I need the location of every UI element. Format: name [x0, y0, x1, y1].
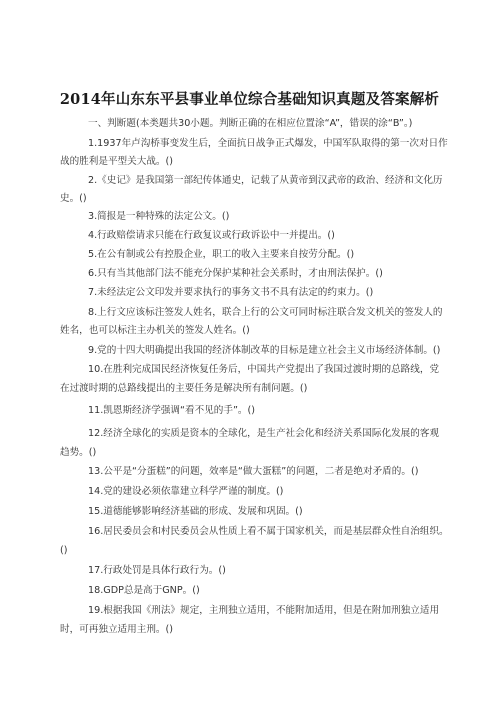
question-line: () — [60, 545, 68, 556]
question-line: 姓名，也可以标注主办机关的签发人姓名。() — [60, 325, 250, 336]
question-line: 4.行政赔偿请求只能在行政复议或行政诉讼中一并提出。() — [88, 230, 335, 241]
question-line: 15.道德能够影响经济基础的形成、发展和巩固。() — [88, 506, 303, 517]
question-line: 16.居民委员会和村民委员会从性质上看不属于国家机关，而是基层群众性自治组织。 — [88, 526, 449, 537]
question-line: 1.1937年卢沟桥事变发生后，全面抗日战争正式爆发，中国军队取得的第一次对日作 — [88, 138, 448, 149]
question-line: 9.党的十四大明确提出我国的经济体制改革的目标是建立社会主义市场经济体制。() — [88, 345, 441, 356]
question-line: 时，可再独立适用主刑。() — [60, 624, 174, 635]
question-line: 13.公平是“分蛋糕”的问题，效率是“做大蛋糕”的问题，二者是绝对矛盾的。() — [88, 466, 419, 477]
question-line: 战的胜利是平型关大战。() — [60, 156, 174, 167]
question-line: 14.党的建设必须依靠建立科学严谨的制度。() — [88, 486, 284, 497]
question-line: 3.简报是一种特殊的法定公文。() — [88, 211, 230, 222]
question-line: 史。() — [60, 193, 87, 204]
document-title: 2014年山东东平县事业单位综合基础知识真题及答案解析 — [59, 91, 440, 108]
question-line: 17.行政处罚是具体行政行为。() — [88, 565, 226, 576]
question-line: 7.未经法定公文印发并要求执行的事务文书不具有法定的约束力。() — [88, 287, 374, 298]
question-line: 8.上行文应该标注签发人姓名，联合上行的公文可同时标注联合发文机关的签发人的 — [88, 307, 443, 318]
question-line: 趋势。() — [60, 447, 97, 458]
question-line: 18.GDP总是高于GNP。() — [88, 585, 200, 596]
question-line: 5.在公有制或公有控股企业，职工的收入主要来自按劳分配。() — [88, 249, 355, 260]
question-line: 6.只有当其他部门法不能充分保护某种社会关系时，才由刑法保护。() — [88, 268, 383, 279]
section-heading: 一、判断题(本类题共30小题。判断正确的在相应位置涂“A”，错误的涂“B”。) — [88, 118, 413, 129]
question-line: 10.在胜利完成国民经济恢复任务后，中国共产党提出了我国过渡时期的总路线，党 — [88, 364, 440, 375]
question-line: 在过渡时期的总路线提出的主要任务是解决所有制问题。() — [60, 383, 308, 394]
question-line: 2.《史记》是我国第一部纪传体通史，记载了从黄帝到汉武帝的政治、经济和文化历 — [88, 175, 443, 186]
question-line: 19.根据我国《刑法》规定，主刑独立适用，不能附加适用，但是在附加刑独立适用 — [88, 605, 440, 616]
question-line: 12.经济全球化的实质是资本的全球化，是生产社会化和经济关系国际化发展的客观 — [88, 428, 440, 439]
question-line: 11.凯恩斯经济学强调“看不见的手”。() — [88, 405, 255, 416]
